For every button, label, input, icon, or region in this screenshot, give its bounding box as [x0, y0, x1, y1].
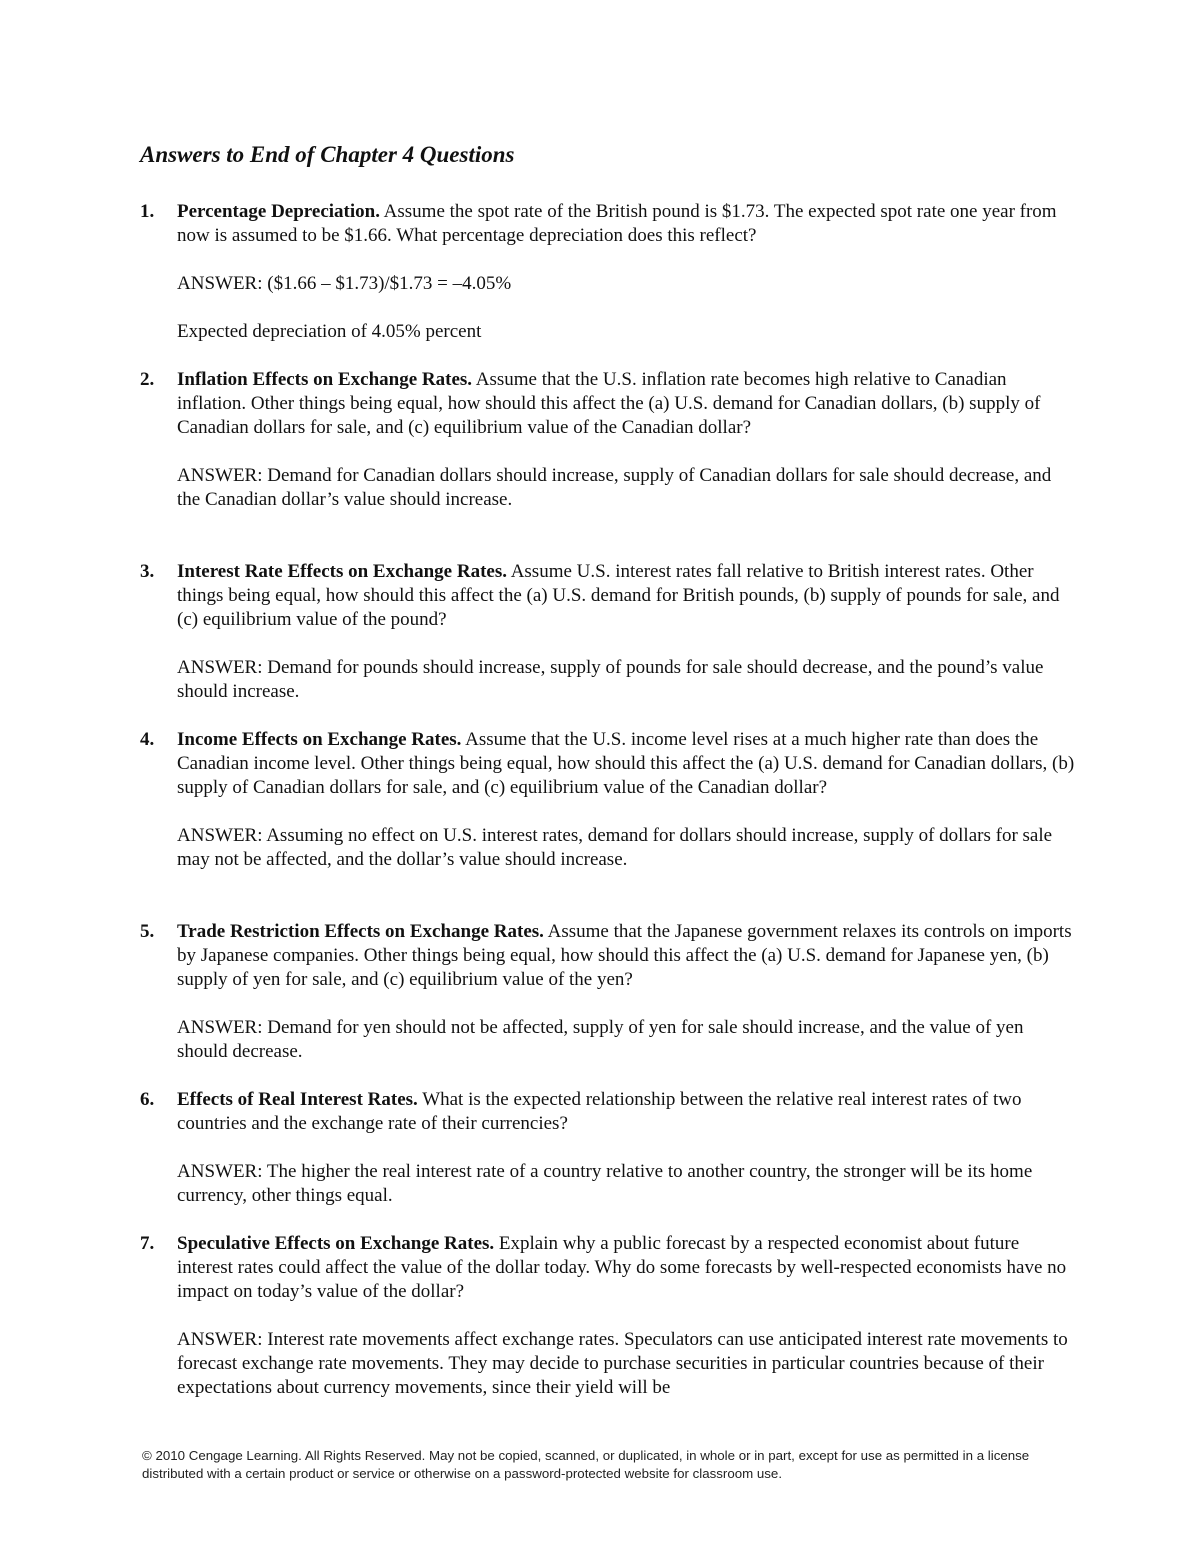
question-heading: Inflation Effects on Exchange Rates. [177, 369, 473, 390]
question-heading: Interest Rate Effects on Exchange Rates. [177, 561, 507, 582]
question-body [177, 1088, 1077, 1208]
question-prompt: Assume that the Japanese government relaxes its controls on imports by Japanese companies. Other things being equal, how should this affect the (a) U.S. demand for Japanese yen, (b) supply of yen for sale, and (c) equilibrium value of the yen? [177, 921, 1072, 990]
answer-text: ANSWER: Demand for Canadian dollars should increase, supply of Canadian dollars for sale should decrease, and the Canadian dollar’s value should increase. [177, 465, 1052, 510]
answer-note: Expected depreciation of 4.05% percent [177, 321, 482, 342]
question-text [177, 368, 1077, 440]
answer-text: ANSWER: Interest rate movements affect exchange rates. Speculators can use anticipated interest rate movements to forecast exchange rate movements. They may decide to purchase securities in particular countries because of their expectations about currency movements, since their yield will be [177, 1329, 1068, 1398]
page-title: Answers to End of Chapter 4 Questions [140, 142, 515, 167]
question-number: 4. [140, 729, 155, 750]
answer-text: ANSWER: Demand for yen should not be affected, supply of yen for sale should increase, and the value of yen should decrease. [177, 1017, 1024, 1062]
question-text [177, 728, 1077, 800]
question-prompt: Assume that the U.S. inflation rate becomes high relative to Canadian inflation. Other things being equal, how should this affect the (a) U.S. demand for Canadian dollars, (b) supply of Canadian dollars for sale, and (c) equilibrium value of the Canadian dollar? [177, 369, 1041, 438]
question-body [177, 920, 1077, 1064]
question-body [177, 200, 1077, 344]
answer-text: ANSWER: The higher the real interest rate of a country relative to another country, the stronger will be its home currency, other things equal. [177, 1161, 1033, 1206]
question-text [177, 1232, 1077, 1304]
question-text [177, 1088, 1077, 1136]
copyright-footer: © 2010 Cengage Learning. All Rights Reserved. May not be copied, scanned, or duplicated, in whole or in part, except for use as permitted in a license distributed with a certain product or service or otherwise on a password-protected website for classroom use. [142, 1448, 1030, 1481]
question-heading: Percentage Depreciation. [177, 201, 380, 222]
question-heading: Income Effects on Exchange Rates. [177, 729, 462, 750]
question-number: 3. [140, 561, 155, 582]
answer-text: ANSWER: ($1.66 – $1.73)/$1.73 = –4.05% [177, 273, 512, 294]
answer-text: ANSWER: Demand for pounds should increase, supply of pounds for sale should decrease, and the pound’s value should increase. [177, 657, 1044, 702]
question-text [177, 920, 1077, 992]
answer-text: ANSWER: Assuming no effect on U.S. interest rates, demand for dollars should increase, supply of dollars for sale may not be affected, and the dollar’s value should increase. [177, 825, 1053, 870]
question-heading: Trade Restriction Effects on Exchange Rates. [177, 921, 544, 942]
question-text [177, 560, 1077, 632]
question-prompt: Assume the spot rate of the British pound is $1.73. The expected spot rate one year from now is assumed to be $1.66. What percentage depreciation does this reflect? [177, 201, 1057, 246]
question-number: 1. [140, 201, 155, 222]
question-number: 2. [140, 369, 155, 390]
question-number: 6. [140, 1089, 155, 1110]
question-prompt: Assume that the U.S. income level rises at a much higher rate than does the Canadian income level. Other things being equal, how should this affect the (a) U.S. demand for Canadian dollars, (b) supply of Canadian dollars for sale, and (c) equilibrium value of the Canadian dollar? [177, 729, 1075, 798]
question-heading: Speculative Effects on Exchange Rates. [177, 1233, 495, 1254]
question-heading: Effects of Real Interest Rates. [177, 1089, 418, 1110]
question-body [177, 560, 1077, 704]
question-prompt: What is the expected relationship between the relative real interest rates of two countries and the exchange rate of their currencies? [177, 1089, 1022, 1134]
question-body [177, 728, 1077, 872]
question-body [177, 368, 1077, 512]
question-prompt: Explain why a public forecast by a respected economist about future interest rates could affect the value of the dollar today. Why do some forecasts by well-respected economists have no impact on today’s value of the dollar? [177, 1233, 1067, 1302]
question-body [177, 1232, 1077, 1400]
question-number: 7. [140, 1233, 155, 1254]
question-number: 5. [140, 921, 155, 942]
question-prompt: Assume U.S. interest rates fall relative to British interest rates. Other things being equal, how should this affect the (a) U.S. demand for British pounds, (b) supply of pounds for sale, and (c) equilibrium value of the pound? [177, 561, 1060, 630]
question-text [177, 200, 1077, 248]
